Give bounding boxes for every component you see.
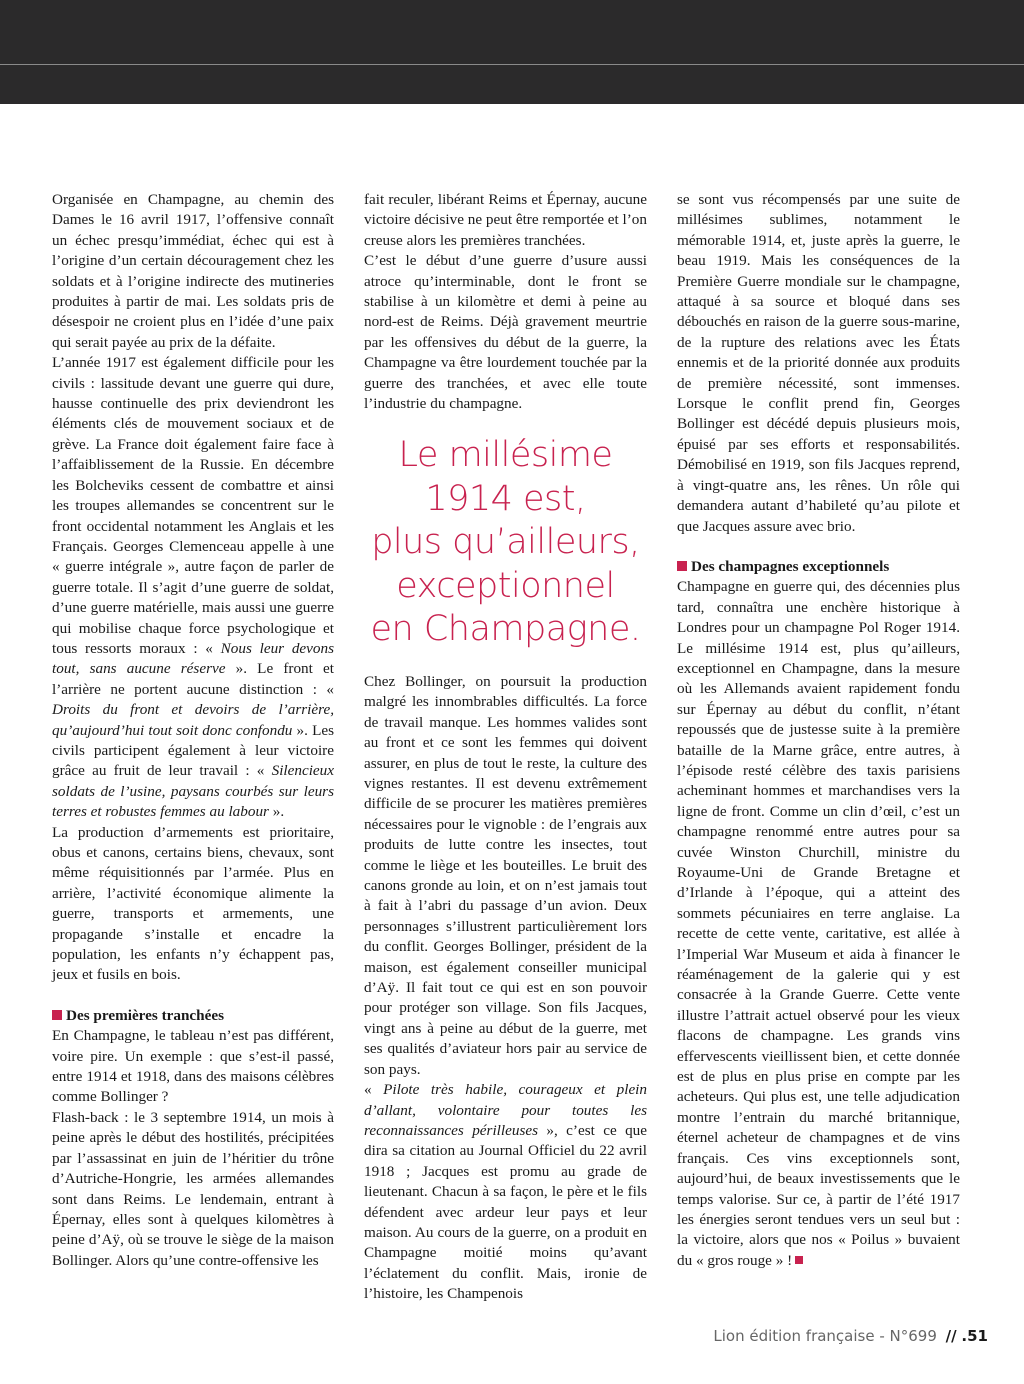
section-marker-icon bbox=[52, 1010, 62, 1020]
paragraph: C’est le début d’une guerre d’usure aussi atroce qu’interminable, dont le front se stabilise à un kilomètre et demi à peine au nord-est de Reims. Déjà gravement meurtrie par les offensives du début de la guerre, la Champagne va être lourdement touchée par la guerre des tranchées, et avec elle toute l’industrie du champagne. bbox=[364, 252, 647, 413]
page-footer bbox=[713, 1327, 988, 1345]
article-column-3 bbox=[677, 190, 960, 1271]
article-column-2 bbox=[364, 190, 647, 1305]
page-number: .51 bbox=[961, 1327, 988, 1345]
paragraph: Champagne en guerre qui, des décennies plus tard, connaîtra une enchère historique à Londres pour un champagne Pol Roger 1914. Le millésime 1914 est, plus qu’ailleurs, exceptionnel en Champagne, dans la mesure où les Allemands avaient rapidement fondu sur Épernay au début du conflit, n’étant repoussés que de justesse suite à la première bataille de la Marne grâce, entre autres, à l’épisode resté célèbre des taxis parisiens acheminant hommes et marchandises vers la ligne de front. Comme un clin d’œil, c’est un champagne renommé entre autres pour sa cuvée Winston Churchill, ministre du Royaume-Uni de Grande Bretagne et d’Irlande à l’époque, qui a atteint des sommets pécuniaires en terre anglaise. La recette de cette vente, caritative, est allée à l’Imperial War Museum et aida à financer le réaménagement de la galerie qui y est consacrée à la Grande Guerre. Cette vente illustre l’attrait actuel observé pour les vieux flacons de champagne. Les grands vins effervescents vieillissent bien, et cette donnée est de plus en plus prise en compte par les acheteurs. Qui plus est, une telle adjudication montre l’entrain du marché britannique, éternel acheteur de champagnes et de vins français. Ces vins exceptionnels sont, aujourd’hui, de beaux investissements que le temps valorise. Sur ce, à partir de l’été 1917 les énergies seront tendues vers un seul but : la victoire, alors que nos « Poilus » buvaient du « gros rouge » ! bbox=[677, 578, 960, 1269]
paragraph: fait reculer, libérant Reims et Épernay, aucune victoire décisive ne peut être remportée et l’on creuse alors les premières tranchées. bbox=[364, 191, 647, 249]
paragraph: se sont vus récompensés par une suite de millésimes sublimes, notamment le mémorable 1914, et, juste après la guerre, le beau 1919. Mais les conséquences de la Première Guerre mondiale sur le champagne, attaqué à sa source et bloqué dans ses débouchés en raison de la guerre sous-marine, de la rupture des relations avec les États ennemis et de la priorité donnée aux produits de première nécessité, sont immenses. Lorsque le conflit prend fin, Georges Bollinger est décédé depuis plusieurs mois, épuisé par ses efforts et responsabilités. Démobilisé en 1919, son fils Jacques reprend, à vingt-quatre ans, les rênes. Un rôle qui demandera autant d’habileté qu’au pilote et que Jacques assure avec brio. bbox=[677, 191, 960, 535]
section-heading: Des premières tranchées bbox=[52, 1006, 334, 1026]
paragraph: En Champagne, le tableau n’est pas différent, voire pire. Un exemple : que s’est-il passé, entre 1914 et 1918, dans des maisons célèbres comme Bollinger ? bbox=[52, 1027, 334, 1106]
paragraph: La production d’armements est prioritaire, obus et canons, certains biens, chevaux, sont même réquisitionnés par l’armée. Plus en arrière, l’activité économique alimente la guerre, transports et armements, une propagande s’installe et encadre la population, les enfants n’y échappent pas, jeux et fusils en bois. bbox=[52, 823, 334, 984]
paragraph: « Pilote très habile, courageux et plein d’allant, volontaire pour toutes les reconnaissances périlleuses », c’est ce que dira sa citation au Journal Officiel du 22 avril 1918 ; Jacques est promu au grade de lieutenant. Chacun à sa façon, le père et le fils défendent avec ardeur leur pays et leur maison. Au cours de la guerre, on a produit en Champagne moitié moins qu’avant l’éclatement du conflit. Mais, ironie de l’histoire, les Champenois bbox=[364, 1081, 647, 1303]
paragraph: Flash-back : le 3 septembre 1914, un mois à peine après le début des hostilités, précipitées par l’assassinat en juin de l’héritier du trône d’Autriche-Hongrie, les armées allemandes sont dans Reims. Le lendemain, entrant à Épernay, elles sont à quelques kilomètres à peine d’Aÿ, où se trouve le siège de la maison Bollinger. Alors qu’une contre-offensive les bbox=[52, 1108, 334, 1269]
pull-quote: Le millésime 1914 est, plus qu’ailleurs, exceptionnel en Champagne. bbox=[370, 435, 641, 650]
paragraph: Organisée en Champagne, au chemin des Dames le 16 avril 1917, l’offensive connaît un échec presqu’immédiat, échec qui est à l’origine d’un certain découragement chez les soldats et à l’origine indirecte des mutineries produites à partir de mai. Les soldats pris de désespoir ne croient plus en l’idée d’une paix qui serait payée au prix de la défaite. bbox=[52, 191, 334, 351]
end-mark-icon bbox=[795, 1256, 803, 1264]
section-marker-icon bbox=[677, 561, 687, 571]
footer-separator: // bbox=[945, 1327, 957, 1345]
publication-name: Lion édition française - N°699 bbox=[713, 1327, 937, 1345]
header-divider bbox=[0, 64, 1024, 65]
section-heading: Des champagnes exceptionnels bbox=[677, 557, 960, 577]
header-bar bbox=[0, 0, 1024, 104]
article-column-1 bbox=[52, 190, 334, 1271]
paragraph: L’année 1917 est également difficile pour les civils : lassitude devant une guerre qui dure, hausse continuelle des prix deviendront les éléments clés de mouvement sociaux et de grève. La France doit également faire face à l’affaiblissement de la Russie. En décembre les Bolcheviks cessent de combattre et ainsi les troupes allemandes se concentrent sur le front occidental notamment les Anglais et les Français. Georges Clemenceau appelle à une « guerre intégrale », autre façon de parler de guerre totale. Il s’agit d’une guerre de soldat, d’une guerre matérielle, mais aussi une guerre qui mobilise chaque force psychologique et tous ressorts moraux : « Nous leur devons tout, sans aucune réserve ». Le front et l’arrière ne portent aucune distinction : « Droits du front et devoirs de l’arrière, qu’aujourd’hui tout soit donc confondu ». Les civils participent également à leur victoire grâce au fruit de leur travail : « Silencieux soldats de l’usine, paysans courbés sur leurs terres et robustes femmes au labour ». bbox=[52, 354, 334, 821]
paragraph: Chez Bollinger, on poursuit la production malgré les innombrables difficultés. La force de travail manque. Les hommes valides sont au front et ce sont les femmes qui doivent assurer, en plus de tout le reste, la culture des vignes restantes. Il est devenu extrêmement difficile de se procurer les matières premières nécessaires pour le vignoble : de l’engrais aux produits de lutte contre les insectes, tout comme le liège et les bouteilles. Le bruit des canons gronde au loin, et on n’est jamais tout à fait à l’abri du passage d’un avion. Deux personnages s’illustrent particulièrement lors du conflit. Georges Bollinger, président de la maison, est également conseiller municipal d’Aÿ. Il fait tout ce qui est en son pouvoir pour protéger son village. Son fils Jacques, vingt ans à peine au début de la guerre, met ses qualités d’aviateur hors pair au service de son pays. bbox=[364, 672, 647, 1078]
